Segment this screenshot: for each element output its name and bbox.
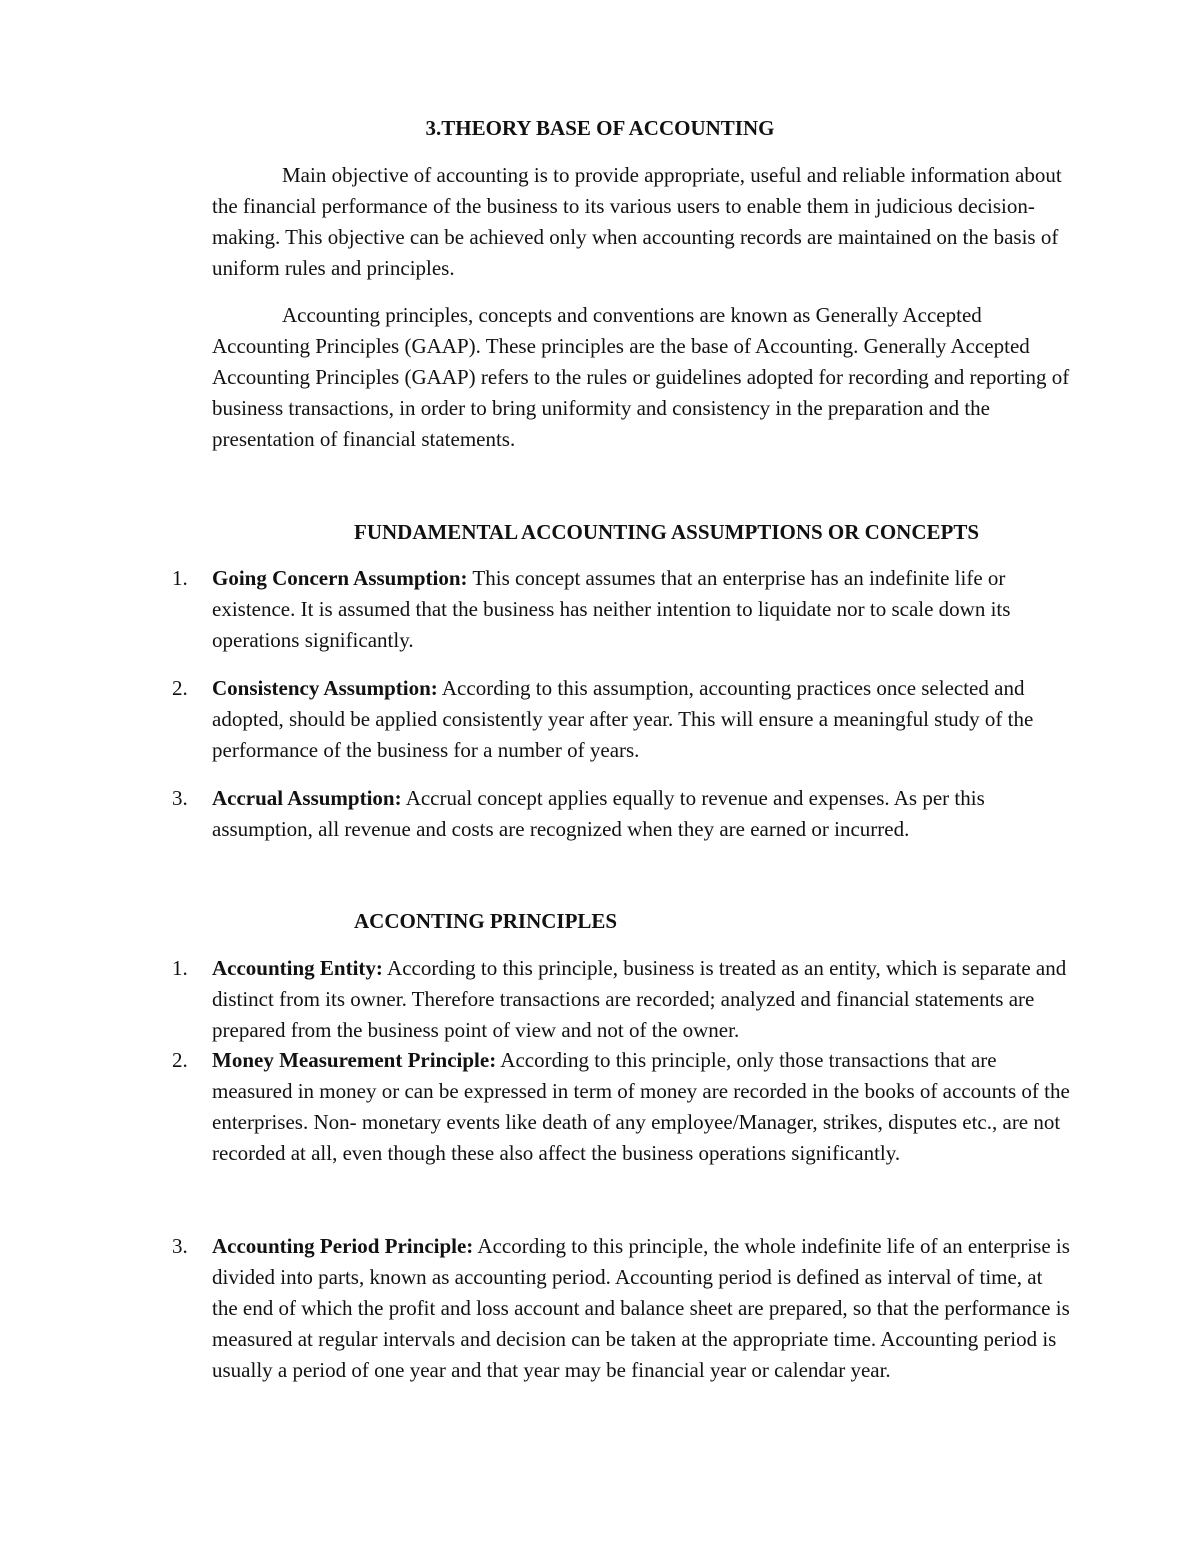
principle-description: According to this principle, only those transactions that are measured in money or can be expressed in term of money are recorded in the books of accounts of the enterprises. Non- monetary events like death of any employee/Manager, strikes, disputes etc., are not recorded at all, even though these also affect the business operations significantly. <box>212 1048 1070 1165</box>
principle-term: Money Measurement Principle: <box>212 1048 497 1072</box>
list-number: 3. <box>172 1234 188 1258</box>
assumption-item-accrual <box>172 783 1070 845</box>
principle-item-accounting-period <box>172 1231 1070 1386</box>
assumption-item-consistency <box>172 673 1070 766</box>
principle-description: According to this principle, business is treated as an entity, which is separate and distinct from its owner. Therefore transactions are recorded; analyzed and financial statements are prepared from the business point of view and not of the owner. <box>212 956 1067 1042</box>
intro-paragraph-2: Accounting principles, concepts and conventions are known as Generally Accepted Accounting Principles (GAAP). These principles are the base of Accounting. Generally Accepted Accounting Principles (GAAP) refers to the rules or guidelines adopted for recording and reporting of business transactions, in order to bring uniformity and consistency in the preparation and the presentation of financial statements. <box>212 303 1070 451</box>
intro-paragraph-1: Main objective of accounting is to provide appropriate, useful and reliable information about the financial performance of the business to its various users to enable them in judicious decision-making. This objective can be achieved only when accounting records are maintained on the basis of uniform rules and principles. <box>212 163 1062 280</box>
list-number: 1. <box>172 956 188 980</box>
list-number: 1. <box>172 566 188 590</box>
list-number: 2. <box>172 1048 188 1072</box>
page-title: 3.THEORY BASE OF ACCOUNTING <box>425 116 775 140</box>
assumption-item-going-concern <box>172 563 1070 656</box>
principle-term: Accounting Period Principle: <box>212 1234 474 1258</box>
assumption-description: This concept assumes that an enterprise has an indefinite life or existence. It is assumed that the business has neither intention to liquidate nor to scale down its operations significantly. <box>212 566 1011 652</box>
assumptions-heading: FUNDAMENTAL ACCOUNTING ASSUMPTIONS OR CONCEPTS <box>354 520 980 544</box>
assumption-description: According to this assumption, accounting practices once selected and adopted, should be applied consistently year after year. This will ensure a meaningful study of the performance of the business for a number of years. <box>212 676 1034 762</box>
list-number: 3. <box>172 786 188 810</box>
list-number: 2. <box>172 676 188 700</box>
assumption-description: Accrual concept applies equally to revenue and expenses. As per this assumption, all revenue and costs are recognized when they are earned or incurred. <box>212 786 985 841</box>
principle-description: According to this principle, the whole indefinite life of an enterprise is divided into parts, known as accounting period. Accounting period is defined as interval of time, at the end of which the profit and loss account and balance sheet are prepared, so that the performance is measured at regular intervals and decision can be taken at the appropriate time. Accounting period is usually a period of one year and that year may be financial year or calendar year. <box>212 1234 1070 1382</box>
assumption-term: Accrual Assumption: <box>212 786 402 810</box>
principle-item-accounting-entity <box>172 953 1070 1046</box>
principle-item-money-measurement <box>172 1045 1070 1169</box>
principles-heading: ACCONTING PRINCIPLES <box>354 909 618 933</box>
assumption-term: Going Concern Assumption: <box>212 566 468 590</box>
assumption-term: Consistency Assumption: <box>212 676 438 700</box>
principle-term: Accounting Entity: <box>212 956 383 980</box>
